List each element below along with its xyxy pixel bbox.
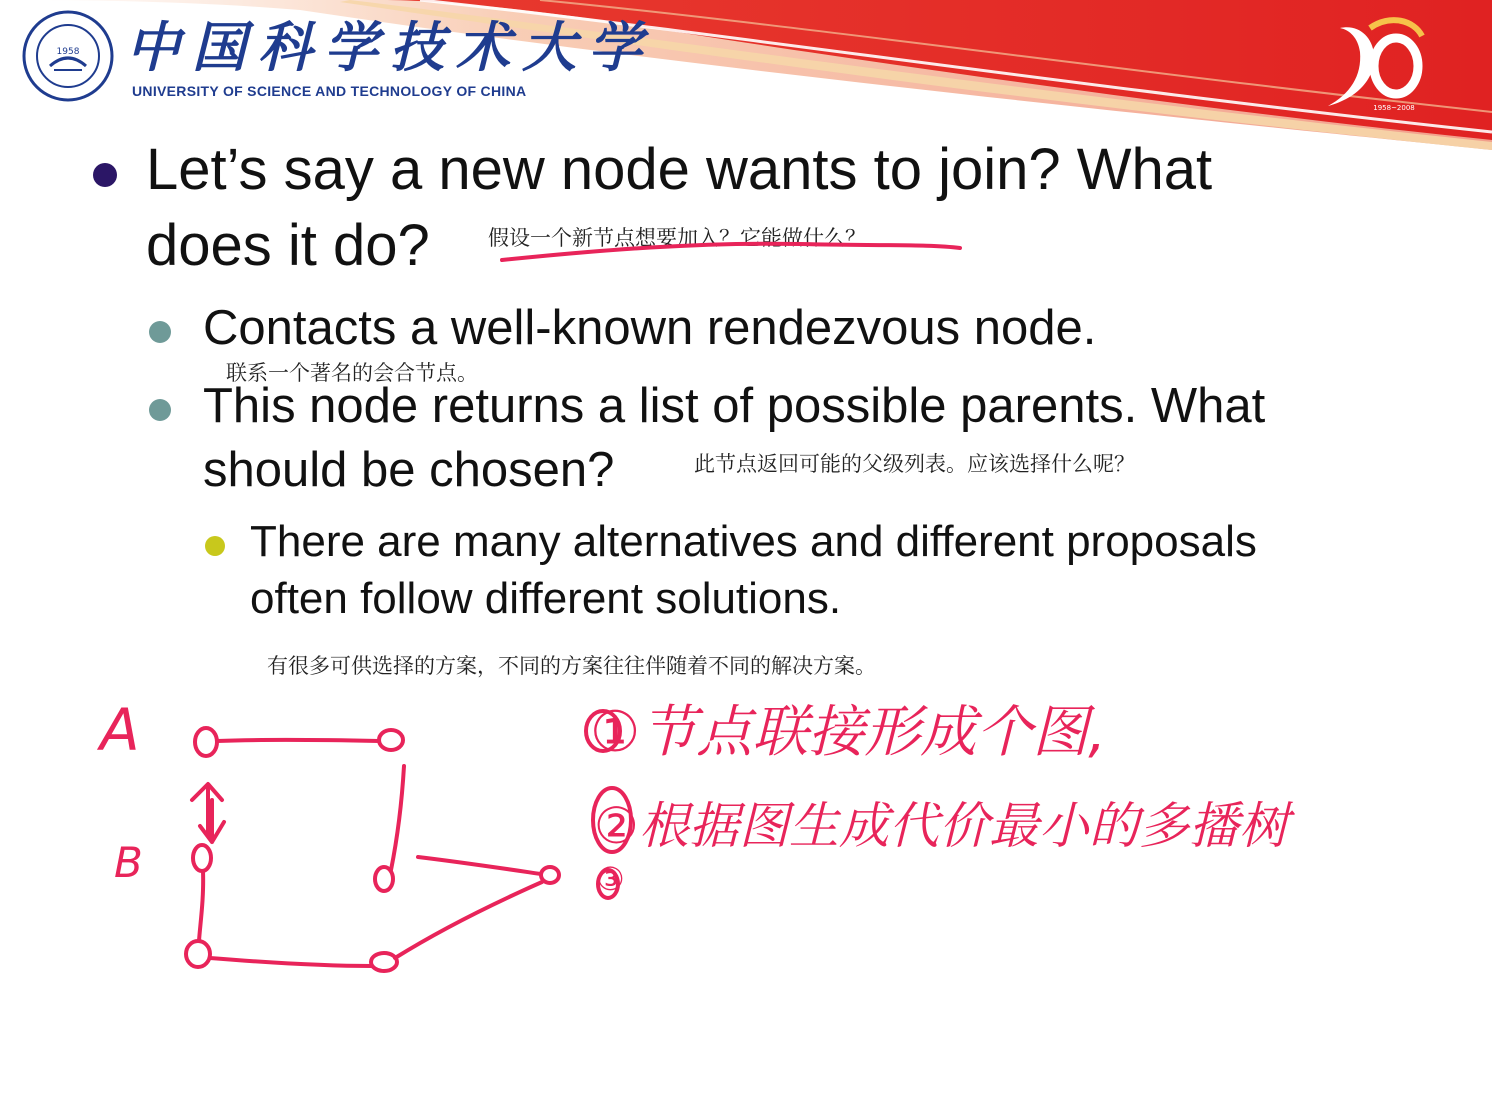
bullet3-translation: 此节点返回可能的父级列表。应该选择什么呢？ [694,452,1135,476]
bullet4-translation: 有很多可供选择的方案，不同的方案往往伴随着不同的解决方案。 [267,654,876,678]
handwritten-note-3: ③ [596,860,625,898]
graph-node [186,941,210,967]
bullet1-line1: Let’s say a new node wants to join? What [146,137,1213,202]
bullet-dot-level2 [149,321,171,343]
anniversary-years: 1958~2008 [1373,104,1415,112]
bullet2-text: Contacts a well-known rendezvous node. [203,301,1097,355]
handwritten-label-b: B [114,838,143,887]
graph-node [371,953,397,971]
university-name-cn: 中国科学技术大学 [126,15,654,79]
bullet3-line1: This node returns a list of possible parents. What [203,379,1266,433]
handwritten-note-1: ①节点联接形成个图, [590,700,1107,765]
bullet2-translation: 联系一个著名的会合节点。 [226,361,478,385]
seal-year: 1958 [56,47,80,57]
university-seal [22,10,114,102]
graph-edge [199,871,203,941]
graph-edge [391,766,404,870]
anniversary-emblem [1310,14,1440,114]
arrow-down [200,800,224,842]
bullet1-line2: does it do? [146,213,430,278]
handwritten-note-2: ②根据图生成代价最小的多播树 [594,797,1289,855]
bullet-dot-level1 [93,163,117,187]
university-name-en: UNIVERSITY OF SCIENCE AND TECHNOLOGY OF CHINA [132,83,527,99]
arrow-up [192,784,222,836]
graph-node [195,728,217,756]
graph-edge [418,857,541,874]
bullet4-line2: often follow different solutions. [250,574,842,623]
graph-node [193,845,211,871]
graph-node [379,730,403,750]
bullet4-line1: There are many alternatives and different proposals [250,517,1257,566]
bullet-dot-level3 [205,536,225,556]
graph-edge [217,740,379,741]
graph-edge [210,958,372,966]
handwritten-label-a: A [100,696,140,764]
graph-node [375,867,393,891]
bullet1-translation: 假设一个新节点想要加入？它能做什么？ [488,226,866,250]
bullet-dot-level2 [149,399,171,421]
bullet3-line2: should be chosen? [203,443,615,497]
graph-node [541,867,559,883]
graph-edge [395,882,542,958]
